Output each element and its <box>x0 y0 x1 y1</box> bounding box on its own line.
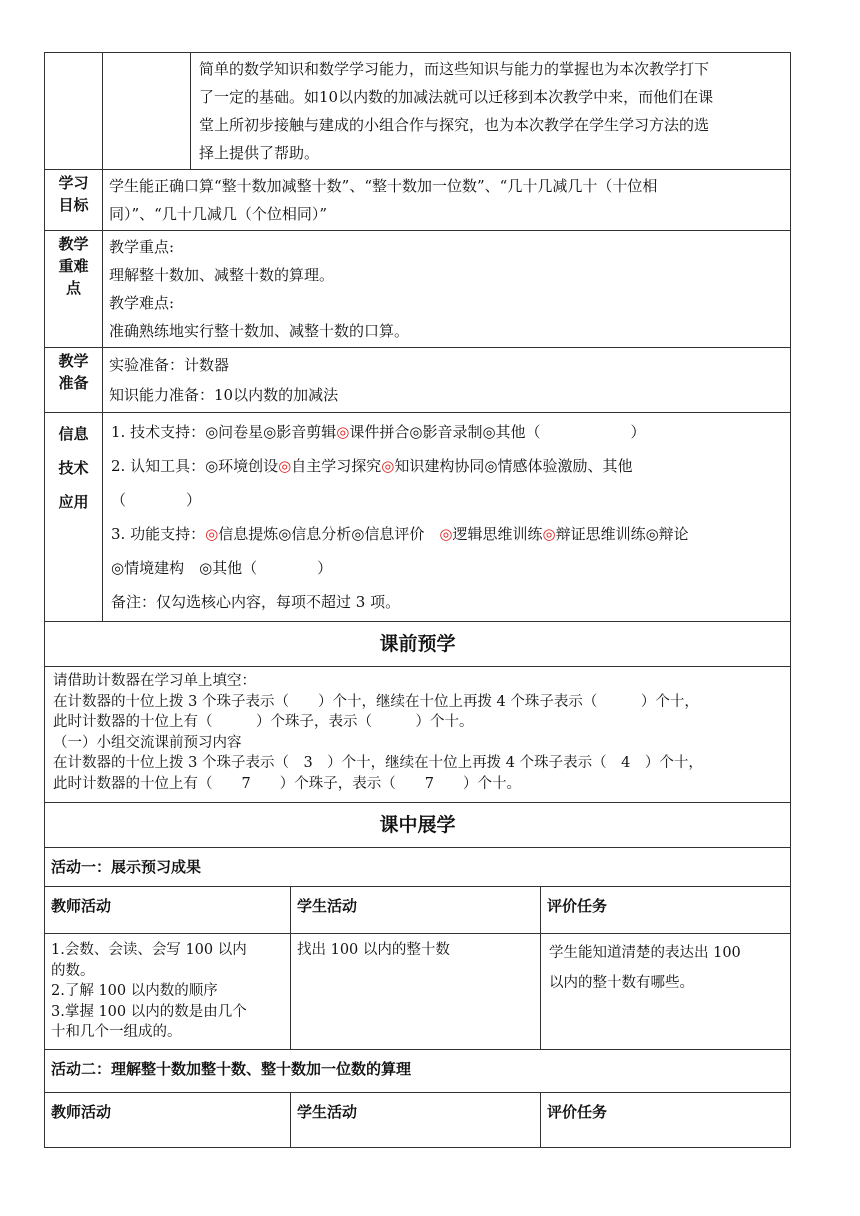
teacher-activity-header: 教师活动 <box>45 1092 291 1147</box>
lesson-plan-table <box>44 52 791 1148</box>
activity1-header-row <box>45 887 791 934</box>
cognitive-tools-other: （ ） <box>111 491 202 509</box>
student-activity-header: 学生活动 <box>291 887 541 934</box>
preview-title-row <box>45 622 791 667</box>
preview-content-row <box>45 667 791 803</box>
key-points-line: 准确熟练地实行整十数加、减整十数的口算。 <box>109 322 410 340</box>
info-tech-text <box>103 413 791 622</box>
selected-mark: ◎ <box>439 525 453 543</box>
key-points-label: 教学重难点 <box>45 231 103 348</box>
analysis-text <box>191 53 791 170</box>
info-tech-label: 信息 技术 应用 <box>45 413 103 622</box>
selected-mark: ◎ <box>381 457 395 475</box>
preview-line: 在计数器的十位上拨 3 个珠子表示（ 3 ）个十，继续在十位上再拨 4 个珠子表示（ 4 ）个十， <box>53 755 703 771</box>
cognitive-tools-line: 2. 认知工具：◎环境创设◎自主学习探究◎知识建构协同◎情感体验激励、其他 <box>111 457 633 475</box>
teacher-activity-cell: 1.会数、会读、会写 100 以内 的数。 2.了解 100 以内数的顺序 3.掌握 100 以内的数是由几个 十和几个一组成的。 <box>45 934 291 1050</box>
activity1-title: 活动一：展示预习成果 <box>45 848 791 887</box>
info-tech-note: 备注：仅勾选核心内容，每项不超过 3 项。 <box>111 593 401 611</box>
activity2-title: 活动二：理解整十数加整十数、整十数加一位数的算理 <box>45 1049 791 1092</box>
analysis-row <box>45 53 791 170</box>
activity1-title-row <box>45 848 791 887</box>
preview-content <box>45 667 791 803</box>
key-points-line: 教学重点: <box>109 238 175 256</box>
key-points-line: 教学难点: <box>109 294 175 312</box>
objectives-line: 同）”、“几十几减几（个位相同）” <box>109 205 328 223</box>
function-support-line-2: ◎情境建构 ◎其他（ ） <box>111 559 333 577</box>
selected-mark: ◎ <box>278 457 292 475</box>
info-tech-row <box>45 413 791 622</box>
objectives-text <box>103 170 791 231</box>
teacher-activity-header: 教师活动 <box>45 887 291 934</box>
preparation-text <box>103 348 791 413</box>
analysis-line: 堂上所初步接触与建成的小组合作与探究，也为本次教学在学生学习方法的选 <box>199 116 710 134</box>
objectives-line: 学生能正确口算“整十数加减整十数”、“整十数加一位数”、“几十几减几十（十位相 <box>109 177 658 195</box>
function-support-line: 3. 功能支持：◎信息提炼◎信息分析◎信息评价 ◎逻辑思维训练◎辩证思维训练◎辩论 <box>111 525 689 543</box>
selected-mark: ◎ <box>205 525 219 543</box>
preview-line: 此时计数器的十位上有（ 7 ）个珠子，表示（ 7 ）个十。 <box>53 775 521 792</box>
evaluation-task-header: 评价任务 <box>541 1092 791 1147</box>
preparation-row <box>45 348 791 413</box>
inclass-title: 课中展学 <box>45 803 791 848</box>
activity2-title-row <box>45 1049 791 1092</box>
student-activity-header: 学生活动 <box>291 1092 541 1147</box>
lesson-plan-page <box>44 52 790 1148</box>
evaluation-task-header: 评价任务 <box>541 887 791 934</box>
selected-mark: ◎ <box>542 525 556 543</box>
evaluation-task-cell: 学生能知道清楚的表达出 100 以内的整十数有哪些。 <box>541 934 791 1050</box>
student-activity-cell: 找出 100 以内的整十数 <box>291 934 541 1050</box>
tech-support-line: 1. 技术支持：◎问卷星◎影音剪辑◎课件拼合◎影音录制◎其他（ ） <box>111 423 646 441</box>
objectives-label: 学习目标 <box>45 170 103 231</box>
analysis-line: 简单的数学知识和数学学习能力，而这些知识与能力的掌握也为本次教学打下 <box>199 60 710 78</box>
key-points-row <box>45 231 791 348</box>
selected-mark: ◎ <box>336 423 350 441</box>
preparation-line: 实验准备：计数器 <box>109 356 230 374</box>
preview-line: 在计数器的十位上拨 3 个珠子表示（ ）个十，继续在十位上再拨 4 个珠子表示（ ）个十， <box>53 693 699 710</box>
objectives-row <box>45 170 791 231</box>
activity2-header-row <box>45 1092 791 1147</box>
key-points-line: 理解整十数加、减整十数的算理。 <box>109 266 335 284</box>
preview-title: 课前预学 <box>45 622 791 667</box>
preview-line: 请借助计数器在学习单上填空： <box>53 673 256 689</box>
preparation-label: 教学准备 <box>45 348 103 413</box>
preparation-line: 知识能力准备：10以内数的加减法 <box>109 386 339 404</box>
key-points-text <box>103 231 791 348</box>
inclass-title-row <box>45 803 791 848</box>
activity1-body-row <box>45 934 791 1050</box>
preview-line: 此时计数器的十位上有（ ）个珠子，表示（ ）个十。 <box>53 714 474 730</box>
analysis-line: 了一定的基础。如10以内数的加减法就可以迁移到本次教学中来，而他们在课 <box>199 88 714 106</box>
preview-line: （一）小组交流课前预习内容 <box>53 734 242 751</box>
analysis-line: 择上提供了帮助。 <box>199 144 320 162</box>
